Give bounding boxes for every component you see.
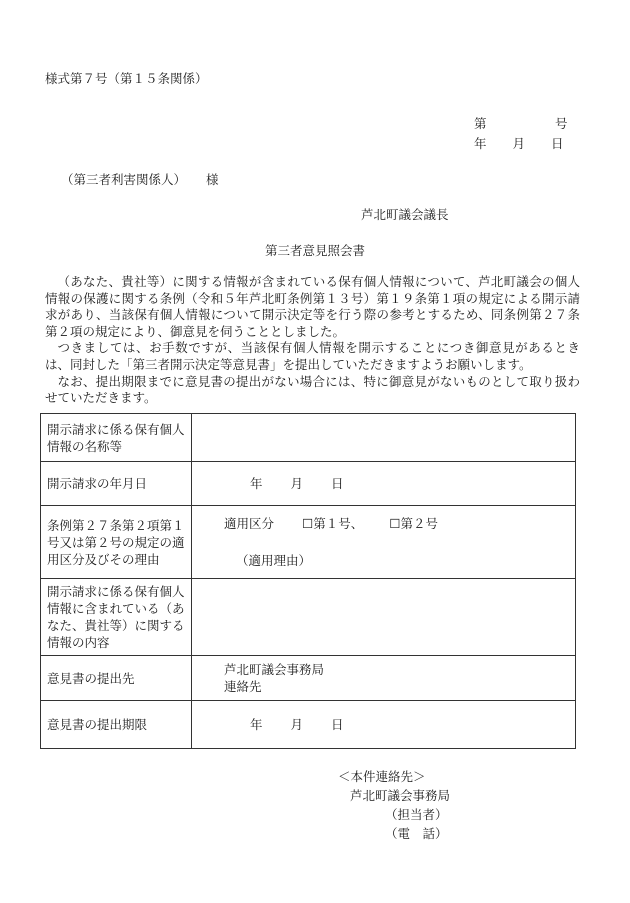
category-option-2-checkbox[interactable]: ☐第２号 (389, 516, 438, 531)
deadline-year: 年 (250, 717, 263, 732)
table-row (41, 701, 576, 749)
sender-name: 芦北町議会議長 (361, 207, 449, 222)
form-number-label: 様式第７号（第１５条関係） (45, 71, 208, 86)
date-day-label: 日 (551, 136, 564, 151)
date-year-label: 年 (474, 136, 487, 151)
table-row (41, 579, 576, 656)
deadline-field[interactable] (192, 701, 576, 749)
row-label-info-name: 開示請求に係る保有個人情報の名称等 (41, 414, 192, 462)
table-row (41, 506, 576, 579)
category-option-1-checkbox[interactable]: ☐第１号、 (302, 516, 364, 531)
category-reason-label: （適用理由） (236, 553, 312, 568)
row-label-info-content: 開示請求に係る保有個人情報に含まれている（あなた、貴社等）に関する情報の内容 (41, 579, 192, 656)
request-date-year: 年 (250, 476, 263, 491)
request-date-month: 月 (290, 476, 304, 491)
row-label-request-date: 開示請求の年月日 (41, 462, 192, 506)
submit-to-field (192, 656, 576, 701)
request-date-day: 日 (331, 476, 344, 491)
inquiry-form-table (40, 413, 576, 749)
footer-phone: （電 話） (385, 826, 448, 841)
deadline-month: 月 (290, 717, 304, 732)
info-name-field[interactable] (192, 414, 576, 462)
submit-to-contact: 連絡先 (224, 679, 262, 694)
request-date-field[interactable] (192, 462, 576, 506)
footer-person: （担当者） (385, 807, 448, 822)
table-row (41, 462, 576, 506)
document-title: 第三者意見照会書 (264, 243, 365, 258)
issue-date (474, 134, 564, 152)
footer-office: 芦北町議会事務局 (350, 788, 451, 803)
body-paragraph-1: （あなた、貴社等）に関する情報が含まれている保有個人情報について、芦北町議会の個人情報の保護に関する条例（令和５年芦北町条例第１３号）第１９条第１項の規定による開示請求があり、当該保有個人情報について開示決定等を行う際の参考とするため、同条例第２７条第２項の規定により、御意見を伺うこととしました。 (45, 274, 580, 339)
addressee-name: （第三者利害関係人） (61, 172, 187, 187)
date-month-label: 月 (512, 136, 526, 151)
document-number-suffix: 号 (555, 116, 568, 131)
footer-contact-heading: ＜本件連絡先＞ (338, 769, 426, 784)
body-text (45, 274, 580, 407)
addressee-honorific: 様 (206, 172, 219, 187)
row-label-category: 条例第２７条第２項第１号又は第２号の規定の適用区分及びその理由 (41, 506, 192, 579)
category-line (198, 515, 569, 532)
document-number-prefix: 第 (474, 116, 487, 131)
row-label-submit-to: 意見書の提出先 (41, 656, 192, 701)
body-paragraph-3: なお、提出期限までに意見書の提出がない場合には、特に御意見がないものとして取り扱わせていただきます。 (45, 373, 580, 406)
table-row (41, 656, 576, 701)
table-row (41, 414, 576, 462)
body-paragraph-2: つきましては、お手数ですが、当該保有個人情報を開示することにつき御意見があるときは、同封した「第三者開示決定等意見書」を提出していただきますようお願いします。 (45, 340, 580, 372)
category-label: 適用区分 (224, 516, 275, 531)
deadline-day: 日 (331, 717, 344, 732)
category-field (192, 506, 576, 579)
addressee (61, 170, 219, 188)
row-label-deadline: 意見書の提出期限 (41, 701, 192, 749)
submit-to-office: 芦北町議会事務局 (224, 662, 325, 677)
info-content-field[interactable] (192, 579, 576, 656)
